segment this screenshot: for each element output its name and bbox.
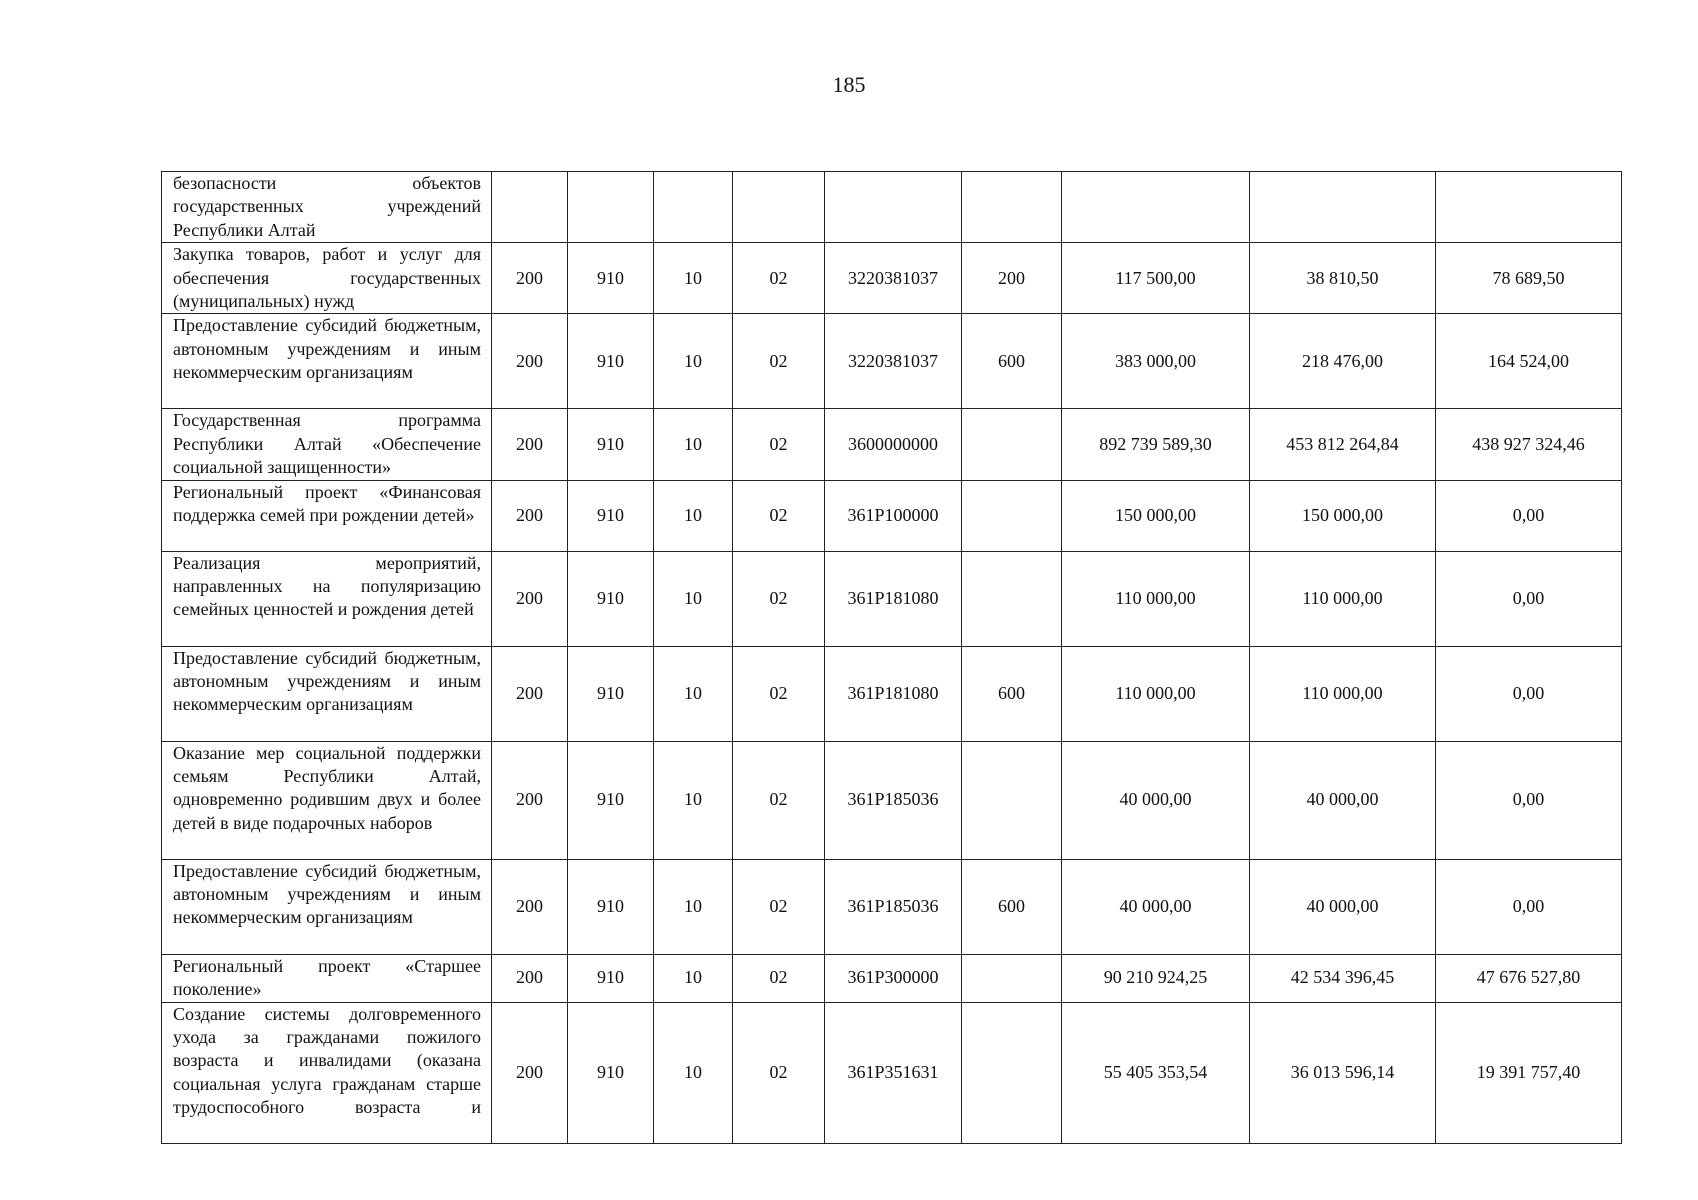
cell: 90 210 924,25 bbox=[1062, 954, 1250, 1002]
row-name: Предоставление субсидий бюджетным, автономным учреждениям и иным некоммерческим организациям bbox=[162, 646, 492, 741]
budget-table bbox=[161, 171, 1622, 1144]
cell: 361P351631 bbox=[825, 1002, 962, 1143]
cell: 110 000,00 bbox=[1062, 646, 1250, 741]
cell: 200 bbox=[492, 480, 568, 551]
cell: 0,00 bbox=[1436, 859, 1622, 954]
cell: 164 524,00 bbox=[1436, 314, 1622, 409]
cell: 200 bbox=[962, 243, 1062, 314]
row-name: Реализация мероприятий, направленных на популяризацию семейных ценностей и рождения детей bbox=[162, 551, 492, 646]
cell: 40 000,00 bbox=[1062, 859, 1250, 954]
cell bbox=[962, 172, 1062, 243]
cell: 10 bbox=[654, 551, 733, 646]
cell: 3600000000 bbox=[825, 409, 962, 480]
cell: 10 bbox=[654, 243, 733, 314]
cell: 200 bbox=[492, 243, 568, 314]
row-name: Создание системы долговременного ухода за гражданами пожилого возраста и инвалидами (оказана социальная услуга гражданам старше трудоспособного возраста и bbox=[162, 1002, 492, 1143]
row-name: безопасности объектов государственных учреждений Республики Алтай bbox=[162, 172, 492, 243]
cell: 117 500,00 bbox=[1062, 243, 1250, 314]
cell: 361P181080 bbox=[825, 551, 962, 646]
cell: 892 739 589,30 bbox=[1062, 409, 1250, 480]
cell: 110 000,00 bbox=[1250, 646, 1436, 741]
cell: 02 bbox=[733, 480, 825, 551]
table-row bbox=[162, 741, 1622, 859]
cell: 910 bbox=[568, 1002, 654, 1143]
table-row bbox=[162, 243, 1622, 314]
table-row bbox=[162, 172, 1622, 243]
cell: 0,00 bbox=[1436, 741, 1622, 859]
row-name: Региональный проект «Финансовая поддержка семей при рождении детей» bbox=[162, 480, 492, 551]
cell: 200 bbox=[492, 551, 568, 646]
cell: 40 000,00 bbox=[1062, 741, 1250, 859]
cell: 42 534 396,45 bbox=[1250, 954, 1436, 1002]
cell: 02 bbox=[733, 314, 825, 409]
cell: 10 bbox=[654, 954, 733, 1002]
cell: 0,00 bbox=[1436, 551, 1622, 646]
table-row bbox=[162, 954, 1622, 1002]
cell: 02 bbox=[733, 646, 825, 741]
cell: 10 bbox=[654, 314, 733, 409]
cell: 02 bbox=[733, 1002, 825, 1143]
cell: 361P100000 bbox=[825, 480, 962, 551]
cell: 10 bbox=[654, 480, 733, 551]
cell: 200 bbox=[492, 954, 568, 1002]
table-row bbox=[162, 409, 1622, 480]
cell: 10 bbox=[654, 409, 733, 480]
cell: 3220381037 bbox=[825, 243, 962, 314]
cell: 910 bbox=[568, 551, 654, 646]
cell: 910 bbox=[568, 409, 654, 480]
cell: 200 bbox=[492, 1002, 568, 1143]
row-name: Региональный проект «Старшее поколение» bbox=[162, 954, 492, 1002]
cell: 38 810,50 bbox=[1250, 243, 1436, 314]
cell: 200 bbox=[492, 859, 568, 954]
cell: 10 bbox=[654, 741, 733, 859]
cell bbox=[962, 551, 1062, 646]
cell: 02 bbox=[733, 243, 825, 314]
cell: 600 bbox=[962, 646, 1062, 741]
cell bbox=[492, 172, 568, 243]
row-name: Государственная программа Республики Алтай «Обеспечение социальной защищенности» bbox=[162, 409, 492, 480]
cell: 55 405 353,54 bbox=[1062, 1002, 1250, 1143]
cell: 383 000,00 bbox=[1062, 314, 1250, 409]
cell: 200 bbox=[492, 409, 568, 480]
cell: 910 bbox=[568, 741, 654, 859]
page-number: 185 bbox=[832, 72, 866, 97]
cell: 910 bbox=[568, 480, 654, 551]
row-name: Предоставление субсидий бюджетным, автономным учреждениям и иным некоммерческим организациям bbox=[162, 859, 492, 954]
cell bbox=[733, 172, 825, 243]
table-row bbox=[162, 1002, 1622, 1143]
cell bbox=[654, 172, 733, 243]
cell: 10 bbox=[654, 1002, 733, 1143]
cell bbox=[568, 172, 654, 243]
cell: 150 000,00 bbox=[1062, 480, 1250, 551]
cell: 200 bbox=[492, 741, 568, 859]
cell: 3220381037 bbox=[825, 314, 962, 409]
cell: 438 927 324,46 bbox=[1436, 409, 1622, 480]
table-row bbox=[162, 480, 1622, 551]
cell: 02 bbox=[733, 741, 825, 859]
cell: 600 bbox=[962, 859, 1062, 954]
cell: 110 000,00 bbox=[1062, 551, 1250, 646]
cell: 600 bbox=[962, 314, 1062, 409]
cell: 910 bbox=[568, 954, 654, 1002]
row-name: Предоставление субсидий бюджетным, автономным учреждениям и иным некоммерческим организациям bbox=[162, 314, 492, 409]
cell: 78 689,50 bbox=[1436, 243, 1622, 314]
cell: 200 bbox=[492, 646, 568, 741]
table-row bbox=[162, 646, 1622, 741]
cell bbox=[1250, 172, 1436, 243]
cell: 218 476,00 bbox=[1250, 314, 1436, 409]
table-row bbox=[162, 314, 1622, 409]
cell: 0,00 bbox=[1436, 480, 1622, 551]
cell bbox=[962, 1002, 1062, 1143]
cell: 19 391 757,40 bbox=[1436, 1002, 1622, 1143]
row-name: Оказание мер социальной поддержки семьям Республики Алтай, одновременно родившим двух и более детей в виде подарочных наборов bbox=[162, 741, 492, 859]
cell: 10 bbox=[654, 646, 733, 741]
cell: 40 000,00 bbox=[1250, 741, 1436, 859]
cell: 910 bbox=[568, 646, 654, 741]
cell: 361P300000 bbox=[825, 954, 962, 1002]
cell bbox=[962, 741, 1062, 859]
table-row bbox=[162, 859, 1622, 954]
cell: 0,00 bbox=[1436, 646, 1622, 741]
cell bbox=[1062, 172, 1250, 243]
cell: 40 000,00 bbox=[1250, 859, 1436, 954]
cell bbox=[962, 409, 1062, 480]
cell: 02 bbox=[733, 954, 825, 1002]
cell: 361P185036 bbox=[825, 859, 962, 954]
cell: 150 000,00 bbox=[1250, 480, 1436, 551]
cell bbox=[1436, 172, 1622, 243]
cell: 200 bbox=[492, 314, 568, 409]
cell: 02 bbox=[733, 859, 825, 954]
cell: 910 bbox=[568, 243, 654, 314]
table-row bbox=[162, 551, 1622, 646]
cell: 361P181080 bbox=[825, 646, 962, 741]
cell: 453 812 264,84 bbox=[1250, 409, 1436, 480]
cell: 36 013 596,14 bbox=[1250, 1002, 1436, 1143]
cell: 47 676 527,80 bbox=[1436, 954, 1622, 1002]
cell bbox=[962, 954, 1062, 1002]
cell: 10 bbox=[654, 859, 733, 954]
cell bbox=[962, 480, 1062, 551]
row-name: Закупка товаров, работ и услуг для обеспечения государственных (муниципальных) нужд bbox=[162, 243, 492, 314]
cell: 361P185036 bbox=[825, 741, 962, 859]
cell: 910 bbox=[568, 314, 654, 409]
cell: 110 000,00 bbox=[1250, 551, 1436, 646]
cell: 02 bbox=[733, 551, 825, 646]
cell: 910 bbox=[568, 859, 654, 954]
cell: 02 bbox=[733, 409, 825, 480]
cell bbox=[825, 172, 962, 243]
